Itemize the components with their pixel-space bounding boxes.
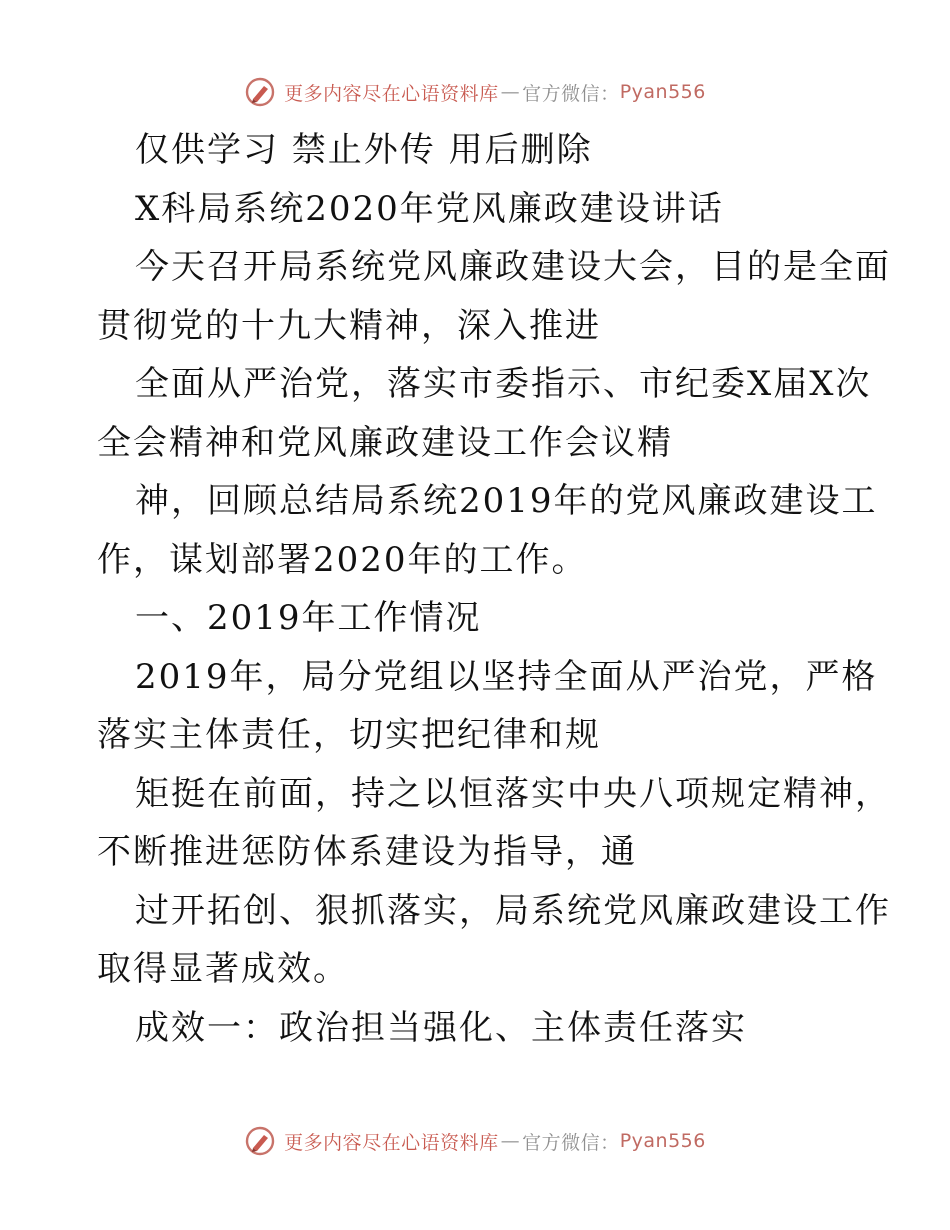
pen-circle-logo-icon <box>244 76 276 108</box>
document-body <box>97 121 891 1057</box>
document-line: 作，谋划部署2020年的工作。 <box>97 539 588 580</box>
banner-handle: Pyan556 <box>619 1130 706 1152</box>
banner-main-text: 更多内容尽在心语资料库 <box>284 82 499 105</box>
banner-handle: Pyan556 <box>619 81 706 103</box>
document-line: 全会精神和党风廉政建设工作会议精 <box>97 422 673 463</box>
document-line: 2019年，局分党组以坚持全面从严治党，严格 <box>135 656 878 697</box>
document-line: 过开拓创、狠抓落实，局系统党风廉政建设工作 <box>135 890 891 931</box>
pen-circle-logo-icon <box>244 1125 276 1157</box>
document-line: 一、2019年工作情况 <box>135 598 482 638</box>
document-line: 仅供学习 禁止外传 用后删除 <box>135 130 593 170</box>
banner-label: 官方微信： <box>522 1131 620 1154</box>
banner-label: 官方微信： <box>522 82 620 105</box>
document-line: 今天召开局系统党风廉政建设大会，目的是全面 <box>135 247 891 287</box>
banner-separator: — <box>500 1130 521 1152</box>
document-line: 全面从严治党，落实市委指示、市纪委X届X次 <box>135 364 872 404</box>
banner-main-text: 更多内容尽在心语资料库 <box>284 1131 499 1154</box>
document-line: 不断推进惩防体系建设为指导，通 <box>97 832 637 872</box>
header-banner <box>0 72 950 112</box>
document-line: X科局系统2020年党风廉政建设讲话 <box>135 188 724 229</box>
document-line: 成效一：政治担当强化、主体责任落实 <box>135 1007 747 1048</box>
document-line: 贯彻党的十九大精神，深入推进 <box>97 305 601 346</box>
document-line: 落实主体责任，切实把纪律和规 <box>97 715 601 755</box>
document-line: 神，回顾总结局系统2019年的党风廉政建设工 <box>135 481 878 521</box>
document-line: 取得显著成效。 <box>97 949 349 989</box>
footer-banner <box>0 1121 950 1161</box>
document-line: 矩挺在前面，持之以恒落实中央八项规定精神， <box>135 773 891 814</box>
banner-separator: — <box>500 81 521 103</box>
